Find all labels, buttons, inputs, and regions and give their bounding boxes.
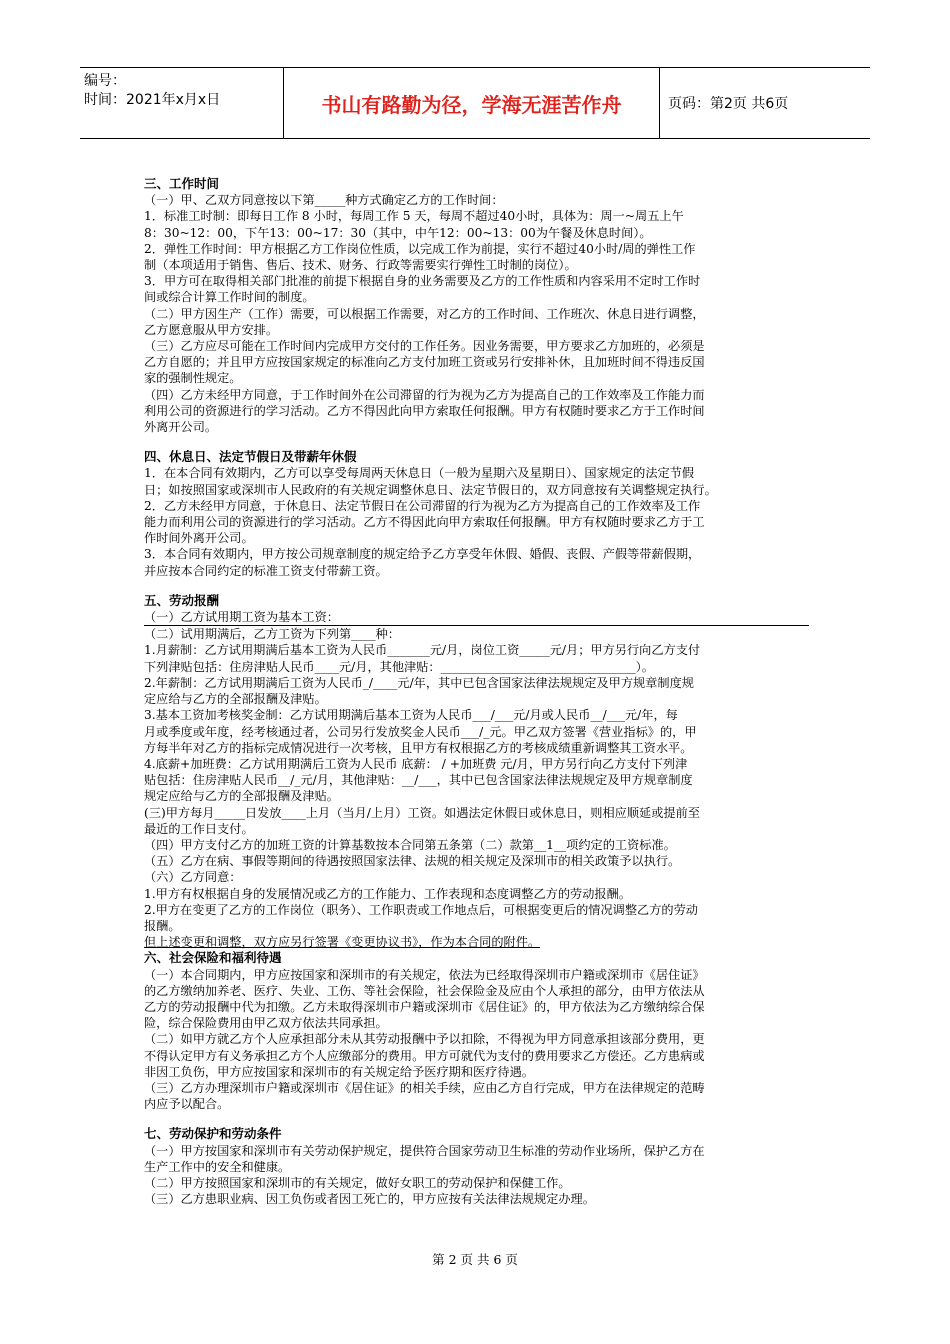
paragraph-line: 定应给与乙方的全部报酬及津贴。 <box>144 692 327 707</box>
paragraph-line: 但上述变更和调整，双方应另行签署《变更协议书》，作为本合同的附件。 <box>144 935 541 950</box>
paragraph-line: 3.基本工资加考核奖金制：乙方试用期满后基本工资为人民币___/___元/月或人民币__/___元/年，每 <box>144 708 678 723</box>
paragraph-line: 生产工作中的安全和健康。 <box>144 1159 291 1174</box>
paragraph-line: （二）甲方因生产（工作）需要，可以根据工作需要，对乙方的工作时间、工作班次、休息日进行调整， <box>144 306 705 321</box>
section-gap <box>144 579 809 593</box>
paragraph-line: 月或季度或年度，经考核通过者，公司另行发放奖金人民币___/_元。甲乙双方签署《营业指标》的，甲 <box>144 724 697 739</box>
paragraph-line: （五）乙方在病、事假等期间的待遇按照国家法律、法规的相关规定及深圳市的相关政策予以执行。 <box>144 854 681 869</box>
page-footer: 第 2 页 共 6 页 <box>432 1252 518 1267</box>
paragraph-line: 能力而利用公司的资源进行的学习活动。乙方不得因此向甲方索取任何报酬。甲方有权随时要求乙方于工 <box>144 515 705 530</box>
paragraph-line: 1．标准工时制：即每日工作 8 小时，每周工作 5 天，每周不超过40小时，具体为：周一~周五上午 <box>144 209 684 224</box>
section-gap <box>144 435 809 449</box>
paragraph-line: （三）乙方患职业病、因工负伤或者因工死亡的，甲方应按有关法律法规规定办理。 <box>144 1192 595 1207</box>
paragraph-line: 乙方的劳动报酬中代为扣缴。乙方未取得深圳市户籍或深圳市《居住证》的，甲方依法为乙方缴纳综合保 <box>144 999 705 1014</box>
paragraph-line: 最近的工作日支付。 <box>144 821 254 836</box>
paragraph-line: 1．在本合同有效期内，乙方可以享受每周两天休息日（一般为星期六及星期日）、国家规定的法定节假 <box>144 466 695 481</box>
paragraph-line: 贴包括：住房津贴人民币__/_元/月，其他津贴：__/___，其中已包含国家法律法规规定及甲方规章制度 <box>144 773 693 788</box>
header-motto: 书山有路勤为径，学海无涯苦作舟 <box>284 68 660 138</box>
section-title: 七、劳动保护和劳动条件 <box>144 1126 282 1142</box>
paragraph-line: 下列津贴包括：住房津贴人民币____元/月，其他津贴：________________________________）。 <box>144 659 654 674</box>
paragraph-line: 4.底薪+加班费：乙方试用期满后工资为人民币 底薪： / +加班费 元/月，甲方另行向乙方支付下列津 <box>144 756 688 771</box>
paragraph-line: 2.甲方在变更了乙方的工作岗位（职务）、工作职责或工作地点后，可根据变更后的情况调整乙方的劳动 <box>144 902 698 917</box>
paragraph-line: 制（本项适用于销售、售后、技术、财务、行政等需要实行弹性工时制的岗位）。 <box>144 258 577 273</box>
paragraph-line: 间或综合计算工作时间的制度。 <box>144 290 315 305</box>
paragraph-line: 外离开公司。 <box>144 420 218 435</box>
paragraph-line: （一）本合同期内，甲方应按国家和深圳市的有关规定，依法为已经取得深圳市户籍或深圳市《居住证》 <box>144 967 705 982</box>
paragraph-line: （一）乙方试用期工资为基本工资： <box>144 609 809 626</box>
document-header <box>80 67 870 139</box>
paragraph-line: 乙方愿意服从甲方安排。 <box>144 322 279 337</box>
paragraph-line: 日；如按照国家或深圳市人民政府的有关规定调整休息日、法定节假日的，双方同意按有关调整规定执行。 <box>144 482 717 497</box>
paragraph-line: 的乙方缴纳加养老、医疗、失业、工伤、等社会保险，社会保险金及应由个人承担的部分，由甲方依法从 <box>144 983 705 998</box>
header-meta <box>80 68 284 138</box>
paragraph-line: 内应予以配合。 <box>144 1097 230 1112</box>
paragraph-line: 2.年薪制：乙方试用期满后工资为人民币_/____元/年，其中已包含国家法律法规规定及甲方规章制度规 <box>144 675 694 690</box>
paragraph-line: (三)甲方每月_____日发放____上月（当月/上月）工资。如遇法定休假日或休息日，则相应顺延或提前至 <box>144 805 700 820</box>
paragraph-line: （六）乙方同意： <box>144 870 242 885</box>
header-page-info: 页码：第2页 共6页 <box>668 96 789 112</box>
paragraph-line: 2．乙方未经甲方同意，于休息日、法定节假日在公司滞留的行为视为乙方为提高自己的工作效率及工作 <box>144 498 701 513</box>
paragraph-line: 报酬。 <box>144 918 181 933</box>
paragraph-line: （二）甲方按照国家和深圳市的有关规定，做好女职工的劳动保护和保健工作。 <box>144 1175 571 1190</box>
paragraph-line: 作时间外离开公司。 <box>144 531 254 546</box>
paragraph-line: 险，综合保险费用由甲乙双方依法共同承担。 <box>144 1016 388 1031</box>
paragraph-line: 1.甲方有权根据自身的发展情况或乙方的工作能力、工作表现和态度调整乙方的劳动报酬。 <box>144 886 631 901</box>
document-number-label: 编号： <box>84 73 126 89</box>
paragraph-line: 3．本合同有效期内，甲方按公司规章制度的规定给予乙方享受年休假、婚假、丧假、产假等带薪假期， <box>144 547 701 562</box>
paragraph-line: （二）试用期满后，乙方工资为下列第____种： <box>144 627 400 642</box>
section-title: 六、社会保险和福利待遇 <box>144 950 282 966</box>
paragraph-line: 并应按本合同约定的标准工资支付带薪工资。 <box>144 563 388 578</box>
paragraph-line: 3．甲方可在取得相关部门批准的前提下根据自身的业务需要及乙方的工作性质和内容采用不定时工作时 <box>144 274 701 289</box>
paragraph-line: （二）如甲方就乙方个人应承担部分未从其劳动报酬中予以扣除，不得视为甲方同意承担该部分费用，更 <box>144 1032 705 1047</box>
section-gap <box>144 1112 809 1126</box>
paragraph-line: 2．弹性工作时间：甲方根据乙方工作岗位性质，以完成工作为前提，实行不超过40小时/周的弹性工作 <box>144 241 696 256</box>
paragraph-line: 8：30~12：00，下午13：00~17：30（其中，中午12：00~13：00为午餐及休息时间）。 <box>144 225 652 240</box>
section-title: 三、工作时间 <box>144 176 220 191</box>
paragraph-line: 方每半年对乙方的指标完成情况进行一次考核，且甲方有权根据乙方的考核成绩重新调整其工资水平。 <box>144 740 693 755</box>
section-title: 四、休息日、法定节假日及带薪年休假 <box>144 449 357 465</box>
paragraph-line: 乙方自愿的；并且甲方应按国家规定的标准向乙方支付加班工资或另行安排补休，且加班时间不得违反国 <box>144 355 705 370</box>
paragraph-line: （一）甲、乙双方同意按以下第_____种方式确定乙方的工作时间： <box>144 193 504 208</box>
section-title: 五、劳动报酬 <box>144 592 220 608</box>
paragraph-line: （四）甲方支付乙方的加班工资的计算基数按本合同第五条第（二）款第__1__项约定的工资标准。 <box>144 837 676 852</box>
paragraph-line: （四）乙方未经甲方同意，于工作时间外在公司滞留的行为视为乙方为提高自己的工作效率及工作能力而 <box>144 387 705 402</box>
document-date: 时间：2021年x月x日 <box>84 92 221 108</box>
paragraph-line: 家的强制性规定。 <box>144 371 242 386</box>
paragraph-line: （一）甲方按国家和深圳市有关劳动保护规定，提供符合国家劳动卫生标准的劳动作业场所，保护乙方在 <box>144 1143 705 1158</box>
paragraph-line: 不得认定甲方有义务承担乙方个人应缴部分的费用。甲方可就代为支付的费用要求乙方偿还。乙方患病或 <box>144 1048 705 1063</box>
paragraph-line: 非因工负伤，甲方应按国家和深圳市的有关规定给予医疗期和医疗待遇。 <box>144 1064 534 1079</box>
paragraph-line: （三）乙方办理深圳市户籍或深圳市《居住证》的相关手续，应由乙方自行完成，甲方在法律规定的范畴 <box>144 1080 705 1095</box>
paragraph-line: 利用公司的资源进行的学习活动。乙方不得因此向甲方索取任何报酬。甲方有权随时要求乙方于工作时间 <box>144 403 705 418</box>
paragraph-line: 1.月薪制：乙方试用期满后基本工资为人民币_______元/月，岗位工资_____元/月；甲方另行向乙方支付 <box>144 643 701 658</box>
document-body <box>144 176 809 1207</box>
paragraph-line: 规定应给与乙方的全部报酬及津贴。 <box>144 789 339 804</box>
paragraph-line: （三）乙方应尽可能在工作时间内完成甲方交付的工作任务。因业务需要，甲方要求乙方加班的，必须是 <box>144 339 705 354</box>
